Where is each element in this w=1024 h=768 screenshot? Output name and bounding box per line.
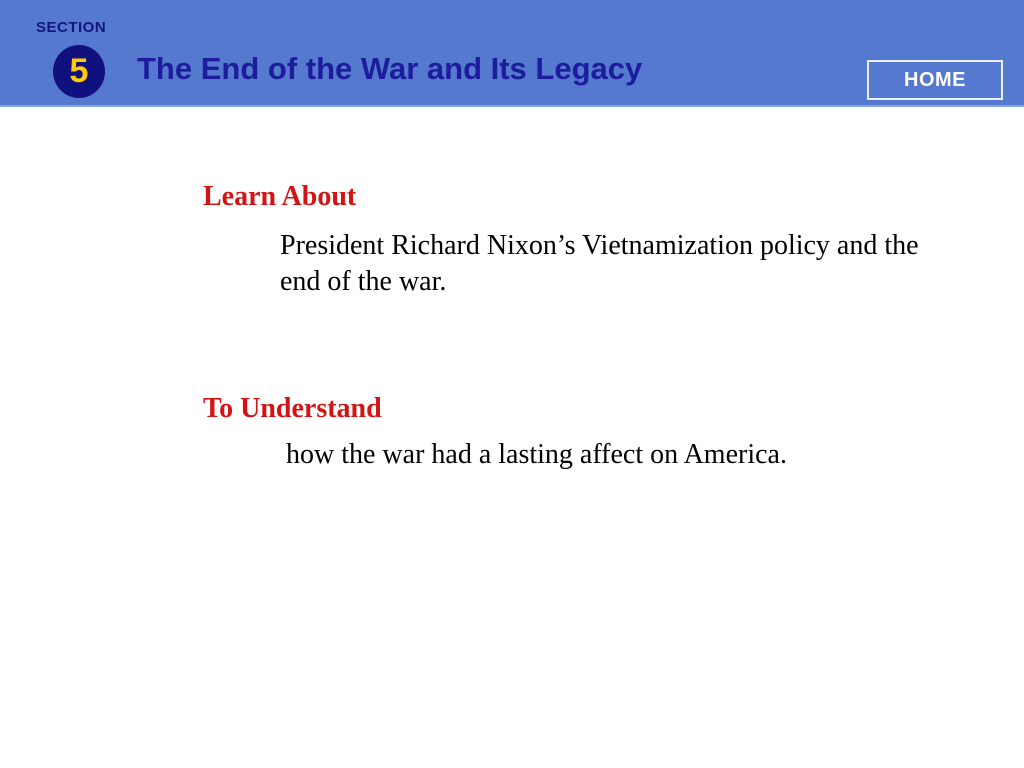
learn-about-text: President Richard Nixon’s Vietnamization policy and the end of the war.	[280, 230, 919, 297]
learn-about-heading: Learn About	[203, 181, 357, 212]
section-number: 5	[69, 51, 89, 90]
slide-content	[0, 107, 1024, 768]
slide-header-banner	[0, 0, 1024, 107]
section-number-badge	[53, 45, 105, 98]
home-button[interactable]: HOME	[867, 60, 1003, 100]
section-label: SECTION	[36, 19, 107, 36]
to-understand-text: how the war had a lasting affect on America.	[286, 439, 787, 470]
to-understand-heading: To Understand	[203, 393, 382, 424]
slide-title: The End of the War and Its Legacy	[137, 51, 643, 86]
